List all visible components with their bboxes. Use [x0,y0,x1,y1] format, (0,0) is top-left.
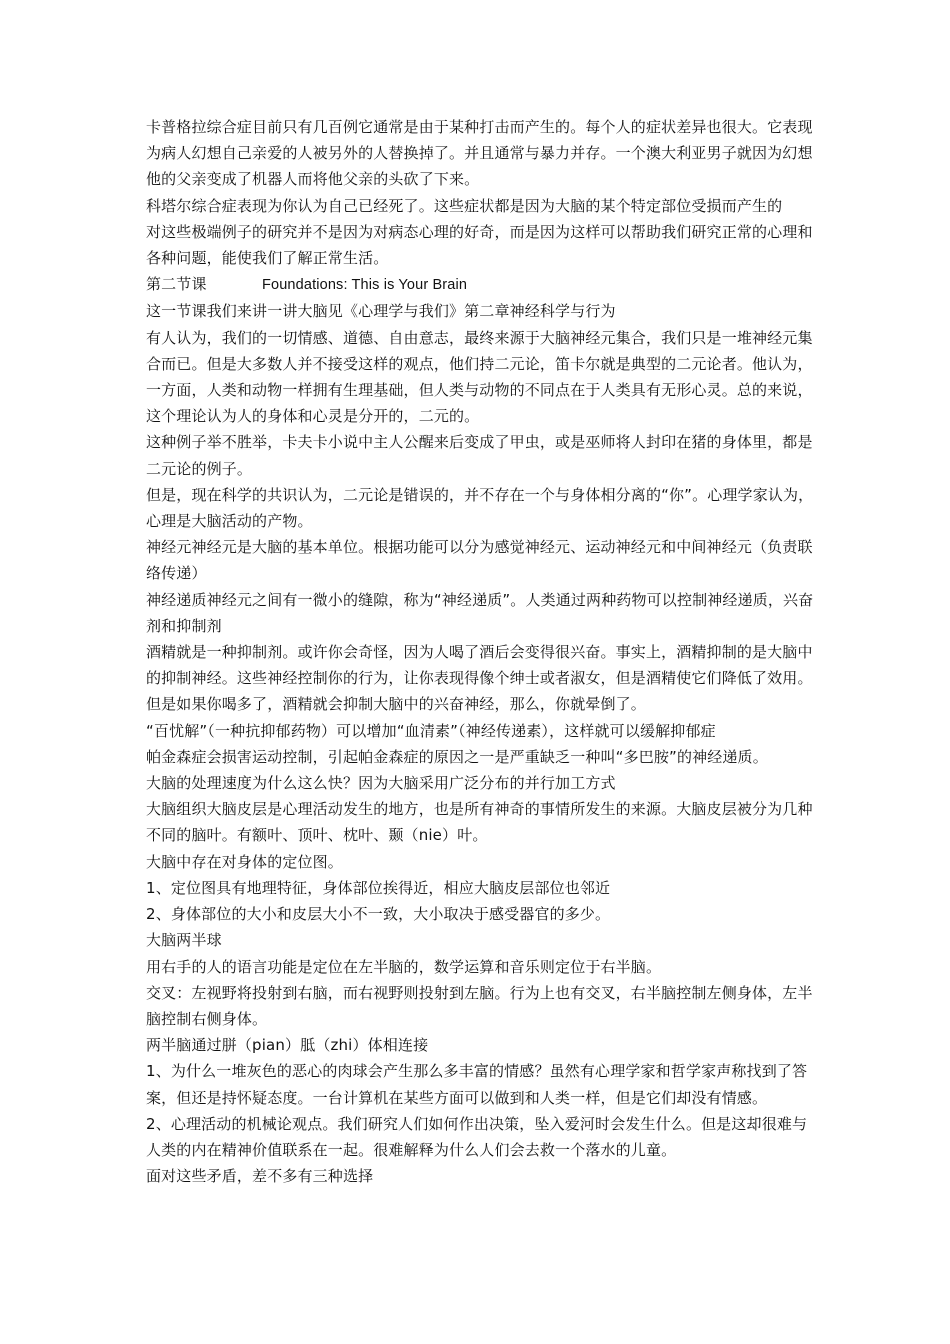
paragraph-hemispheres: 大脑两半球 [146,931,222,950]
section-number: 第二节课 [146,275,207,294]
paragraph-language: 用右手的人的语言功能是定位在左半脑的，数学运算和音乐则定位于右半脑。 [146,957,662,976]
paragraph-crossing: 交叉：左视野将投射到右脑，而右视野则投射到左脑。行为上也有交叉，右半脑控制左侧身体，左半脑控制右侧身体。 [146,983,813,1028]
paragraph-prozac: “百忧解”（一种抗抑郁药物）可以增加“血清素”（神经传递素），这样就可以缓解抑郁症 [146,721,716,740]
paragraph-cotard: 科塔尔综合症表现为你认为自己已经死了。这些症状都是因为大脑的某个特定部位受损而产生的 [146,196,783,215]
paragraph-intro: 这一节课我们来讲一讲大脑见《心理学与我们》第二章神经科学与行为 [146,302,616,321]
section-heading [146,271,816,298]
paragraph-parkinson: 帕金森症会损害运动控制，引起帕金森症的原因之一是严重缺乏一种叫“多巴胺”的神经递质。 [146,747,768,766]
section-title: Foundations: This is Your Brain [262,277,468,294]
paragraph-question-2: 2、心理活动的机械论观点。我们研究人们如何作出决策，坠入爱河时会发生什么。但是这却很难与人类的内在精神价值联系在一起。很难解释为什么人们会去救一个落水的儿童。 [146,1114,808,1159]
paragraph-corpus-callosum: 两半脑通过胼（pian）胝（zhi）体相连接 [146,1036,429,1055]
paragraph-capgras: 卡普格拉综合症目前只有几百例它通常是由于某种打击而产生的。每个人的症状差异也很大。它表现为病人幻想自己亲爱的人被另外的人替换掉了。并且通常与暴力并存。一个澳大利亚男子就因为幻想他的父亲变成了机器人而将他父亲的头砍了下来。 [146,118,813,189]
paragraph-neurotransmitter: 神经递质神经元之间有一微小的缝隙，称为“神经递质”。人类通过两种药物可以控制神经递质，兴奋剂和抑制剂 [146,590,814,635]
paragraph-extreme-cases: 对这些极端例子的研究并不是因为对病态心理的好奇，而是因为这样可以帮助我们研究正常的心理和各种问题，能使我们了解正常生活。 [146,222,813,268]
list-item-2: 2、身体部位的大小和皮层大小不一致，大小取决于感受器官的多少。 [146,905,611,924]
list-item-1: 1、定位图具有地理特征，身体部位挨得近，相应大脑皮层部位也邻近 [146,878,611,897]
paragraph-dualism-examples: 这种例子举不胜举，卡夫卡小说中主人公醒来后变成了甲虫，或是巫师将人封印在猪的身体里，都是二元论的例子。 [146,433,813,478]
paragraph-alcohol: 酒精就是一种抑制剂。或许你会奇怪，因为人喝了酒后会变得很兴奋。事实上，酒精抑制的是大脑中的抑制神经。这些神经控制你的行为，让你表现得像个绅士或者淑女，但是酒精使它们降低了效用。但是如果你喝多了，酒精就会抑制大脑中的兴奋神经，那么，你就晕倒了。 [146,643,813,714]
paragraph-processing-speed: 大脑的处理速度为什么这么快？因为大脑采用广泛分布的并行加工方式 [146,774,616,793]
paragraph-cortex: 大脑组织大脑皮层是心理活动发生的地方，也是所有神奇的事情所发生的来源。大脑皮层被分为几种不同的脑叶。有额叶、顶叶、枕叶、颞（nie）叶。 [146,800,813,845]
paragraph-neuron: 神经元神经元是大脑的基本单位。根据功能可以分为感觉神经元、运动神经元和中间神经元（负责联络传递） [146,538,813,583]
paragraph-choices: 面对这些矛盾，差不多有三种选择 [146,1167,374,1186]
paragraph-question-1: 1、为什么一堆灰色的恶心的肉球会产生那么多丰富的情感？虽然有心理学家和哲学家声称找到了答案，但还是持怀疑态度。一台计算机在某些方面可以做到和人类一样，但是它们却没有情感。 [146,1062,808,1107]
paragraph-dualism: 有人认为，我们的一切情感、道德、自由意志，最终来源于大脑神经元集合，我们只是一堆神经元集合而已。但是大多数人并不接受这样的观点，他们持二元论，笛卡尔就是典型的二元论者。他认为，一方面，人类和动物一样拥有生理基础，但人类与动物的不同点在于人类具有无形心灵。总的来说，这个理论认为人的身体和心灵是分开的，二元的。 [146,328,813,426]
paragraph-consensus: 但是，现在科学的共识认为，二元论是错误的，并不存在一个与身体相分离的“你”。心理学家认为，心理是大脑活动的产物。 [146,485,814,531]
paragraph-body-map: 大脑中存在对身体的定位图。 [146,852,343,871]
document-body [146,114,816,1189]
